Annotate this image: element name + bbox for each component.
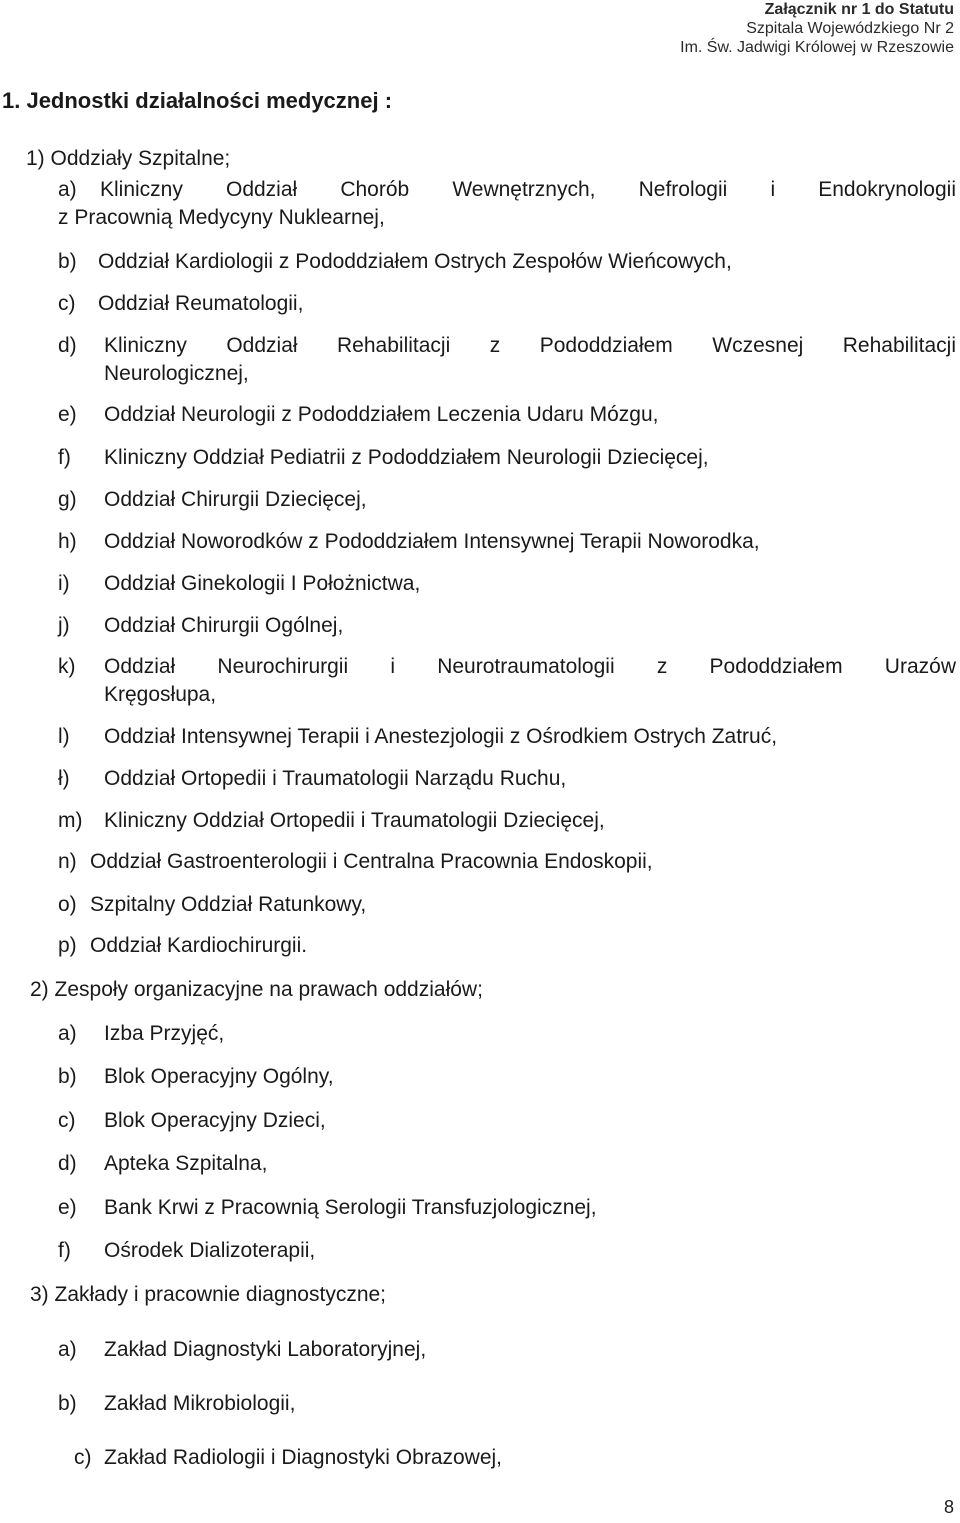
- header-line-2: Szpitala Wojewódzkiego Nr 2: [746, 20, 954, 37]
- section2-heading: 2) Zespoły organizacyjne na prawach oddziałów;: [30, 978, 483, 1001]
- section1-heading: 1) Oddziały Szpitalne;: [26, 147, 231, 170]
- header-line-1: Załącznik nr 1 do Statutu: [764, 1, 954, 18]
- list-item-continuation: Neurologicznej,: [104, 362, 249, 385]
- page-title: 1. Jednostki działalności medycznej :: [2, 88, 393, 113]
- list-item-continuation: Kręgosłupa,: [104, 683, 217, 706]
- document-header: [680, 0, 954, 57]
- header-line-3: Im. Św. Jadwigi Królowej w Rzeszowie: [680, 39, 954, 56]
- list-item-continuation: z Pracownią Medycyny Nuklearnej,: [58, 206, 385, 229]
- section3-heading: 3) Zakłady i pracownie diagnostyczne;: [30, 1283, 387, 1306]
- page-number: 8: [943, 1497, 954, 1517]
